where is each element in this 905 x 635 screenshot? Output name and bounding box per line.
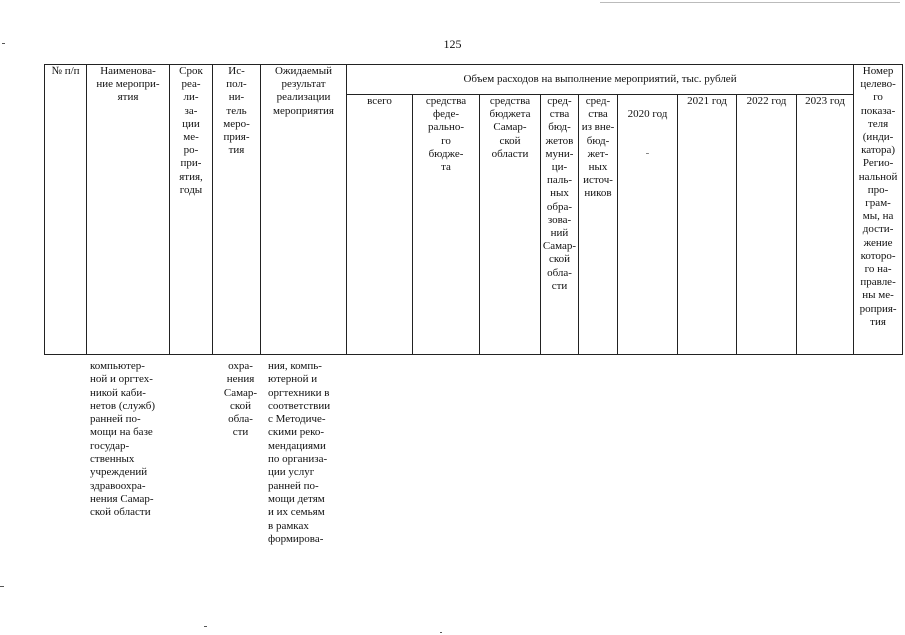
header-num: № п/п (45, 65, 87, 355)
header-term: Срок реа- ли- за- ции ме- ро- при- ятия, годы (170, 65, 213, 355)
continuation-executor: охра- нения Самар- ской обла- сти (223, 360, 258, 439)
measures-table (44, 64, 903, 355)
header-indicator: Номер целево- го показа- теля (инди- катора) Регио- нальной про- грам- мы, на дости- жение которо- го на- правле- ны ме- роприя- тия (854, 65, 903, 355)
header-executor: Ис- пол- ни- тель меро- прия- тия (213, 65, 261, 355)
scan-speck (0, 586, 4, 587)
header-name: Наименова- ние меропри- ятия (87, 65, 170, 355)
header-regional: средства бюджета Самар- ской области (480, 95, 541, 355)
year-2020-label: 2020 год (627, 108, 668, 121)
header-federal: средства феде- рально- го бюдже- та (413, 95, 480, 355)
header-expenses-group: Объем расходов на выполнение мероприятий, тыс. рублей (347, 65, 854, 95)
header-2020 (618, 95, 678, 355)
header-offbudget: сред- ства из вне- бюд- жет- ных источ- ников (579, 95, 618, 355)
header-2021: 2021 год (678, 95, 737, 355)
header-2023: 2023 год (797, 95, 854, 355)
scan-speck (204, 626, 207, 627)
scan-speck (2, 43, 5, 44)
header-2022: 2022 год (737, 95, 797, 355)
page-number: 125 (443, 37, 462, 51)
header-expected-result: Ожидаемый результат реализации мероприятия (261, 65, 347, 355)
header-total: всего (347, 95, 413, 355)
scan-edge-line (600, 2, 900, 3)
continuation-name: компьютер- ной и оргтех- никой каби- нетов (служб) ранней по- мощи на базе государ- ственных учреждений здравоохра- нения Самар- ской области (90, 360, 155, 519)
header-municipal: сред- ства бюд- жетов муни- ци- паль- ных обра- зова- ний Самар- ской обла- сти (541, 95, 579, 355)
dash-2020: - (645, 146, 650, 159)
continuation-result: ния, компь- ютерной и оргтехники в соответствии с Методиче- скими реко- мендациями по организа- ции услуг ранней по- мощи детям и их семьям в рамках формирова- (268, 360, 331, 545)
scan-speck (440, 632, 442, 633)
